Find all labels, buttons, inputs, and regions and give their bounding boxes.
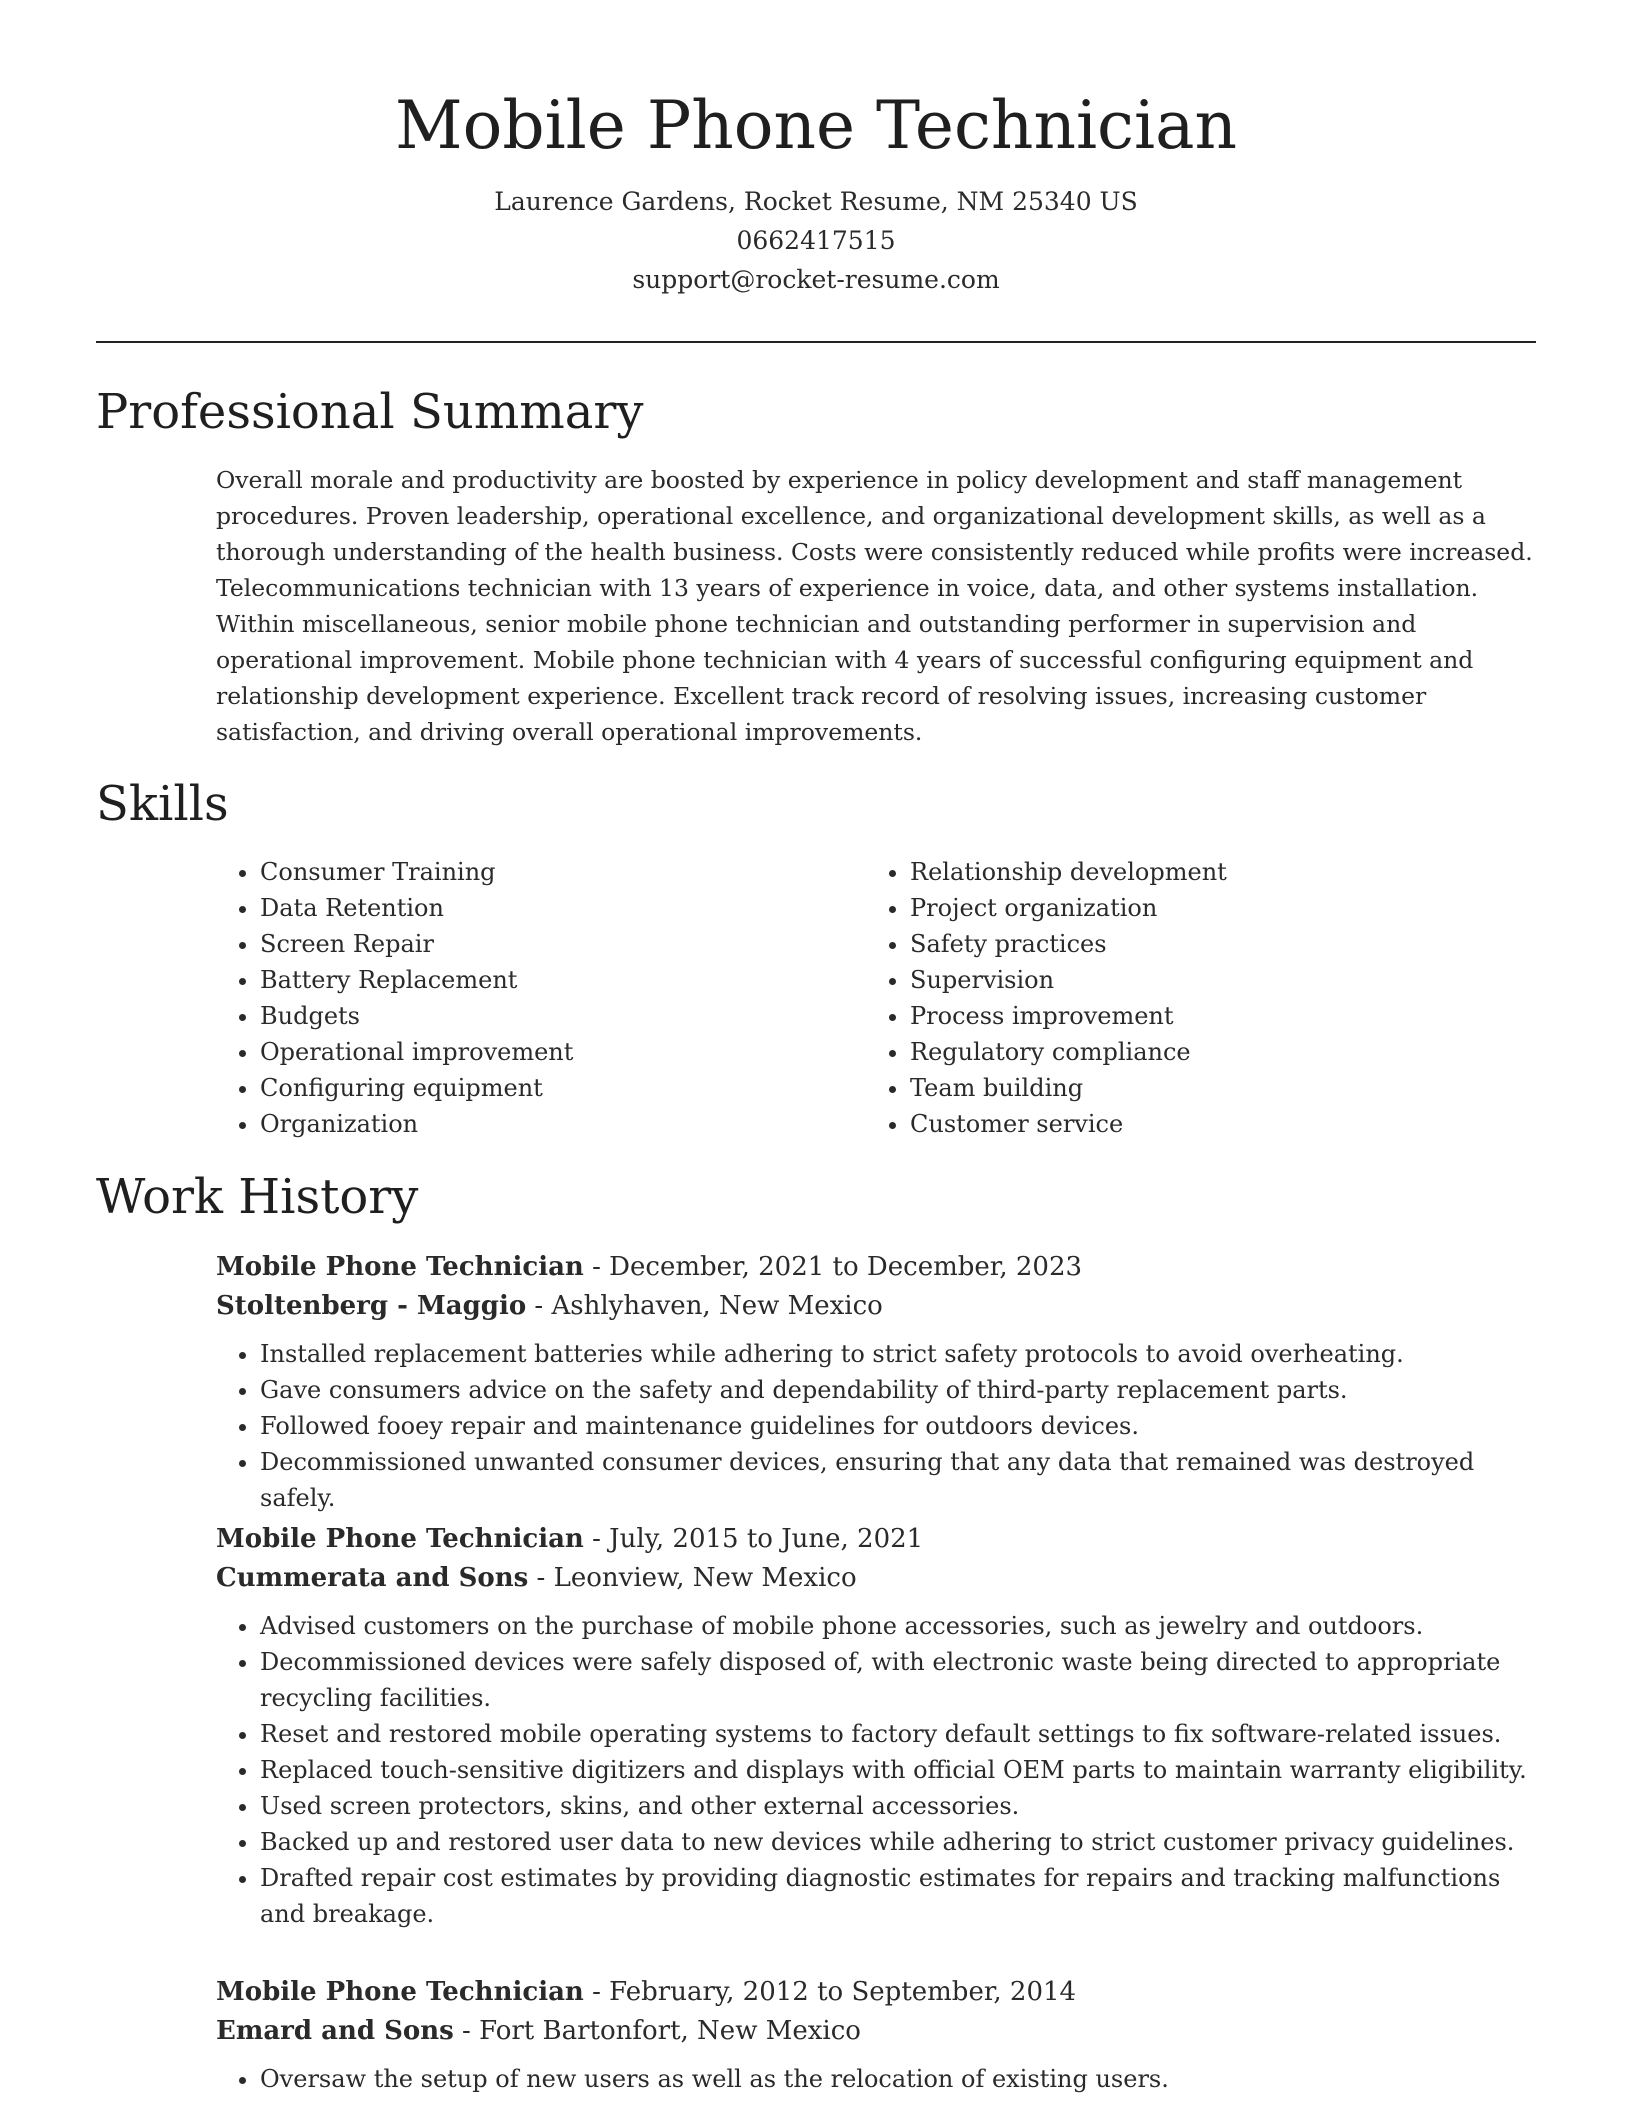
job-title: Mobile Phone Technician (216, 1252, 584, 1282)
skill-item: • Organization (260, 1106, 860, 1142)
skill-item: • Battery Replacement (260, 962, 860, 998)
job-bullet: • Gave consumers advice on the safety and dependability of third-party replacement parts. (260, 1372, 1536, 1408)
job-title-line: Mobile Phone Technician - July, 2015 to June, 2021 (216, 1524, 924, 1554)
job-bullet: • Backed up and restored user data to new devices while adhering to strict customer privacy guidelines. (260, 1824, 1536, 1860)
job-company: Stoltenberg - Maggio (216, 1291, 527, 1321)
job-title: Mobile Phone Technician (216, 1977, 584, 2007)
phone-line: 0662417515 (736, 226, 896, 255)
skill-item: • Supervision (910, 962, 1580, 998)
job-bullet-list (216, 2061, 1536, 2097)
skill-item: • Configuring equipment (260, 1070, 860, 1106)
section-title-skills: Skills (96, 776, 229, 832)
job-company-line: Stoltenberg - Maggio - Ashlyhaven, New Mexico (216, 1291, 883, 1321)
job-entry (216, 1520, 1536, 1932)
job-title: Mobile Phone Technician (216, 1524, 584, 1554)
skill-item: • Customer service (910, 1106, 1580, 1142)
job-title-line: Mobile Phone Technician - December, 2021 to December, 2023 (216, 1252, 1083, 1282)
job-title-line: Mobile Phone Technician - February, 2012 to September, 2014 (216, 1977, 1077, 2007)
job-entry (216, 1973, 1536, 2097)
address-line: Laurence Gardens, Rocket Resume, NM 25340 US (494, 187, 1138, 216)
resume-header (96, 80, 1536, 299)
skills-list-right (866, 854, 1580, 1142)
job-bullet: • Advised customers on the purchase of mobile phone accessories, such as jewelry and outdoors. (260, 1608, 1536, 1644)
header-divider (96, 341, 1536, 343)
job-location: Leonview, New Mexico (553, 1563, 857, 1593)
skill-item: • Relationship development (910, 854, 1580, 890)
job-company: Cummerata and Sons (216, 1563, 529, 1593)
job-bullet-list (216, 1608, 1536, 1932)
job-dates: February, 2012 to September, 2014 (609, 1977, 1077, 2007)
job-bullet: • Replaced touch-sensitive digitizers and displays with official OEM parts to maintain warranty eligibility. (260, 1752, 1536, 1788)
skill-item: • Screen Repair (260, 926, 860, 962)
job-bullet: • Used screen protectors, skins, and other external accessories. (260, 1788, 1536, 1824)
email-line: support@rocket-resume.com (632, 265, 1000, 294)
skill-item: • Operational improvement (260, 1034, 860, 1070)
job-bullet: • Followed fooey repair and maintenance guidelines for outdoors devices. (260, 1408, 1536, 1444)
professional-summary-text: Overall morale and productivity are boosted by experience in policy development and staff management procedures. Proven leadership, operational excellence, and organizational development skills, as well as a thorough understanding of the health business. Costs were consistently reduced while profits were increased. Telecommunications technician with 13 years of experience in voice, data, and other systems installation. Within miscellaneous, senior mobile phone technician and outstanding performer in supervision and operational improvement. Mobile phone technician with 4 years of successful configuring equipment and relationship development experience. Excellent track record of resolving issues, increasing customer satisfaction, and driving overall operational improvements. (216, 466, 1533, 746)
skill-item: • Regulatory compliance (910, 1034, 1580, 1070)
skill-item: • Data Retention (260, 890, 860, 926)
job-company-line: Cummerata and Sons - Leonview, New Mexico (216, 1563, 857, 1593)
skill-item: • Safety practices (910, 926, 1580, 962)
job-bullet: • Reset and restored mobile operating systems to factory default settings to fix software-related issues. (260, 1716, 1536, 1752)
skill-item: • Project organization (910, 890, 1580, 926)
job-company: Emard and Sons (216, 2016, 454, 2046)
job-entry (216, 1248, 1536, 1516)
skill-item: • Budgets (260, 998, 860, 1034)
job-bullet: • Decommissioned devices were safely disposed of, with electronic waste being directed to appropriate recycling facilities. (260, 1644, 1536, 1716)
job-location: Fort Bartonfort, New Mexico (479, 2016, 861, 2046)
skill-item: • Team building (910, 1070, 1580, 1106)
job-bullet: • Decommissioned unwanted consumer devices, ensuring that any data that remained was destroyed safely. (260, 1444, 1536, 1516)
job-company-line: Emard and Sons - Fort Bartonfort, New Mexico (216, 2016, 861, 2046)
job-bullet: • Oversaw the setup of new users as well as the relocation of existing users. (260, 2061, 1536, 2097)
section-title-work-history: Work History (96, 1169, 419, 1225)
skills-list-left (216, 854, 860, 1142)
job-dates: July, 2015 to June, 2021 (609, 1524, 924, 1554)
job-bullet-list (216, 1336, 1536, 1516)
skill-item: • Process improvement (910, 998, 1580, 1034)
job-bullet: • Drafted repair cost estimates by providing diagnostic estimates for repairs and tracking malfunctions and breakage. (260, 1860, 1536, 1932)
job-dates: December, 2021 to December, 2023 (609, 1252, 1083, 1282)
skill-item: • Consumer Training (260, 854, 860, 890)
job-location: Ashlyhaven, New Mexico (551, 1291, 883, 1321)
job-bullet: • Installed replacement batteries while adhering to strict safety protocols to avoid overheating. (260, 1336, 1536, 1372)
candidate-name: Mobile Phone Technician (395, 87, 1237, 164)
section-title-summary: Professional Summary (96, 384, 644, 440)
